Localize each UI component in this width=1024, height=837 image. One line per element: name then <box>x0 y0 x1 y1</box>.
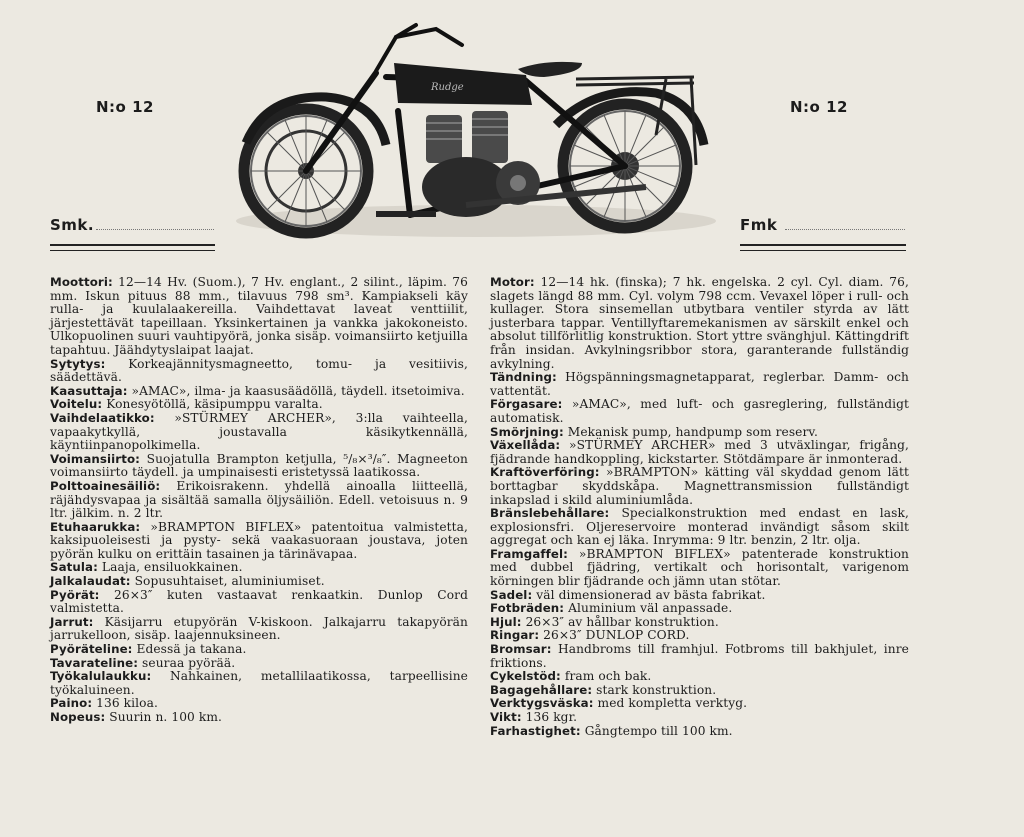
swedish-spec-entry <box>490 507 909 548</box>
spec-text: Mekanisk pump, handpump som reserv. <box>567 424 818 439</box>
spec-label: Vaihdelaatikko: <box>50 410 155 425</box>
swedish-spec-entry <box>490 371 909 398</box>
finnish-spec-entry <box>50 521 468 562</box>
spec-text: väl dimensionerad av bästa fabrikat. <box>536 587 766 602</box>
spec-label: Farhastighet: <box>490 723 581 738</box>
spec-label: Voimansiirto: <box>50 451 140 466</box>
spec-label: Nopeus: <box>50 710 106 724</box>
spec-label: Paino: <box>50 696 93 711</box>
spec-text: Handbroms till framhjul. Fotbroms till bakhjulet, inre friktions. <box>490 642 909 670</box>
finnish-spec-entry <box>50 670 468 697</box>
spec-text: Högspänningsmagnetapparat, reglerbar. Damm- och vattentät. <box>490 370 909 398</box>
swedish-spec-entry <box>490 398 909 425</box>
model-number-left: N:o 12 <box>96 98 154 116</box>
footboard <box>376 211 436 217</box>
spec-label: Polttoainesäiliö: <box>50 478 161 493</box>
spec-text: Konesyötöllä, käsipumppu varalta. <box>106 397 323 412</box>
spec-text: 136 kgr. <box>525 710 578 724</box>
spec-label: Bromsar: <box>490 642 552 657</box>
divider-left <box>50 244 215 251</box>
spec-text: 26×3″ av hållbar konstruktion. <box>525 614 719 629</box>
spec-label: Jalkalaudat: <box>50 574 131 589</box>
divider-right <box>740 244 906 251</box>
spec-text: 12—14 hk. (finska); 7 hk. engelska. 2 cyl. Cyl. diam. 76, slagets längd 88 mm. Cyl. volym 798 ccm. Vevaxel löper i rull- och kullager. Stora sinsemellan utbytbara ventiler styrda av lätt justerbara tappar. Ventillyftaremekanismen av särskilt enkel och absolut tillförlitlig konstruktion. Stort yttre svänghjul. Kättingdrift från insidan. Avkylningsribbor stora, garanterande fullständig avkylning. <box>490 275 909 371</box>
spec-text: Edessä ja takana. <box>136 642 247 657</box>
spec-text: »STÜRMEY ARCHER» med 3 utväxlingar, frigång, fjädrande handkoppling, kickstarter. Stötdämpare är inmonterad. <box>490 438 910 466</box>
spec-text: Suurin n. 100 km. <box>109 710 222 724</box>
finnish-spec-entry <box>50 575 468 589</box>
swedish-spec-entry <box>490 466 909 507</box>
spec-text: 26×3″ DUNLOP CORD. <box>543 628 690 643</box>
spec-label: Kraftöverföring: <box>490 465 600 480</box>
spec-label: Jarrut: <box>50 614 94 629</box>
swedish-spec-entry <box>490 711 909 725</box>
spec-text: fram och bak. <box>564 669 652 684</box>
model-number-right: N:o 12 <box>790 98 848 116</box>
swedish-specs-column <box>490 276 909 738</box>
spec-label: Sadel: <box>490 587 533 602</box>
spec-text: stark konstruktion. <box>596 682 717 697</box>
finnish-spec-entry <box>50 398 468 412</box>
swedish-spec-entry <box>490 643 909 670</box>
handlebars <box>376 25 462 71</box>
finnish-spec-entry <box>50 616 468 643</box>
saddle <box>518 62 582 77</box>
finnish-spec-entry <box>50 589 468 616</box>
finnish-spec-entry <box>50 276 468 358</box>
spec-label: Tändning: <box>490 370 557 385</box>
spec-text: med kompletta verktyg. <box>597 696 748 711</box>
tank-logo: Rudge <box>431 82 464 93</box>
swedish-spec-entry <box>490 670 909 684</box>
swedish-spec-entry <box>490 629 909 643</box>
spec-text: Sopusuhtaiset, aluminiumiset. <box>134 574 325 589</box>
swedish-spec-entry <box>490 589 909 603</box>
price-field-smk <box>96 229 214 230</box>
spec-label: Voitelu: <box>50 397 103 412</box>
spec-label: Smörjning: <box>490 424 564 439</box>
spec-label: Vikt: <box>490 710 522 724</box>
finnish-spec-entry <box>50 480 468 521</box>
finnish-spec-entry <box>50 657 468 671</box>
spec-text: »BRAMPTON» kätting väl skyddad genom lätt borttagbar skyddskåpa. Magnettransmission fullständigt inkapslad i skild aluminiumlåda. <box>490 465 909 507</box>
swedish-spec-entry <box>490 684 909 698</box>
spec-text: »STÜRMEY ARCHER», 3:lla vaihteella, vapaakytkyllä, joustavalla käsikytkennällä, käyntiinpanopolkimella. <box>50 410 468 453</box>
spec-text: Erikoisrakenn. yhdellä ainoalla liitteellä, räjähdysvapaa ja sisältää samalla öljysäiliön. Edell. vetoisuus n. 9 ltr. jälkim. n. 2 ltr. <box>50 478 468 521</box>
spec-label: Bränslebehållare: <box>490 506 610 521</box>
spec-text: Gångtempo till 100 km. <box>584 723 733 738</box>
swedish-spec-entry <box>490 548 909 589</box>
spec-text: Korkeajännitysmagneetto, tomu- ja vesitiivis, säädettävä. <box>50 356 468 385</box>
finnish-spec-entry <box>50 697 468 711</box>
spec-text: Nahkainen, metallilaatikossa, tarpeellisine työkaluineen. <box>50 669 468 697</box>
swedish-spec-entry <box>490 276 909 371</box>
spec-label: Cykelstöd: <box>490 669 561 684</box>
finnish-spec-entry <box>50 412 468 453</box>
spec-label: Satula: <box>50 560 98 575</box>
spec-label: Hjul: <box>490 614 522 629</box>
finnish-spec-entry <box>50 385 468 399</box>
price-field-fmk <box>785 229 905 230</box>
swedish-spec-entry <box>490 439 909 466</box>
spec-text: »BRAMPTON BIFLEX» patenterade konstruktion med dubbel fjädring, vertikalt och horisontalt, varigenom körningen blir fjädrande och jämn utan stötar. <box>490 546 909 589</box>
spec-label: Pyöräteline: <box>50 642 133 657</box>
spec-label: Tavarateline: <box>50 655 139 670</box>
finnish-spec-entry <box>50 358 468 385</box>
finnish-spec-entry <box>50 561 468 575</box>
motorcycle-photo <box>226 15 722 247</box>
spec-label: Sytytys: <box>50 356 106 371</box>
spec-text: Käsijarru etupyörän V-kiskoon. Jalkajarru takapyörän jarrukelloon, sisäp. laajennuksineen. <box>50 614 468 643</box>
price-label-smk: Smk. <box>50 216 95 234</box>
spec-text: 136 kiloa. <box>96 696 158 711</box>
spec-text: Suojatulla Brampton ketjulla, ⁵/₈×³/₈″. Magneeton voimansiirto täydell. ja umpinaisesti eristetyssä laatikossa. <box>50 451 468 480</box>
spec-label: Växellåda: <box>490 438 561 453</box>
spec-label: Motor: <box>490 275 535 289</box>
swedish-spec-entry <box>490 602 909 616</box>
finnish-spec-entry <box>50 711 468 725</box>
swedish-spec-entry <box>490 725 909 739</box>
price-label-fmk: Fmk <box>740 216 778 234</box>
spec-text: Specialkonstruktion med endast en lask, explosionsfri. Oljereservoire monterad invändigt såsom skilt aggregat och kan ej läka. Inrymma: 9 ltr. benzin, 2 ltr. olja. <box>490 506 909 548</box>
swedish-spec-entry <box>490 616 909 630</box>
spec-label: Förgasare: <box>490 397 563 412</box>
spec-label: Moottori: <box>50 275 113 289</box>
spec-label: Etuhaarukka: <box>50 519 141 534</box>
spec-label: Framgaffel: <box>490 546 568 561</box>
spec-text: seuraa pyörää. <box>142 655 236 670</box>
spec-text: 26×3″ kuten vastaavat renkaatkin. Dunlop Cord valmistetta. <box>50 587 468 616</box>
finnish-specs-column <box>50 276 468 725</box>
spec-text: »AMAC», ilma- ja kaasusäädöllä, täydell. itsetoimiva. <box>131 383 465 398</box>
swedish-spec-entry <box>490 697 909 711</box>
spec-text: 12—14 Hv. (Suom.), 7 Hv. englant., 2 silint., läpim. 76 mm. Iskun pituus 88 mm., tilavuus 798 sm³. Kampiakseli käy rulla- ja kuulalaakereilla. Vaihdettavat laveat venttiilit, järjestettävät tapeillaan. Yksinkertainen ja vankka jakokoneisto. Ulkopuolinen suuri vauhtipyörä, jonka sisäp. voimansiirto ketjuilla tapahtuu. Jäähdytyslaipat laajat. <box>50 275 468 357</box>
spec-text: Laaja, ensiluokkainen. <box>101 560 243 575</box>
spec-label: Kaasuttaja: <box>50 383 128 398</box>
spec-label: Fotbräden: <box>490 601 565 616</box>
spec-label: Ringar: <box>490 628 540 643</box>
spec-text: »BRAMPTON BIFLEX» patentoitua valmistetta, kaksipuoleisesti ja pysty- sekä vaakasuoraan joustava, joten pyörän kulku on erittäin tasainen ja tärinävapaa. <box>50 519 468 561</box>
spec-label: Bagagehållare: <box>490 682 593 697</box>
spec-text: Aluminium väl anpassade. <box>568 601 733 616</box>
spec-label: Työkalulaukku: <box>50 669 152 684</box>
finnish-spec-entry <box>50 643 468 657</box>
finnish-spec-entry <box>50 453 468 480</box>
spec-text: »AMAC», med luft- och gasreglering, fullständigt automatisk. <box>490 397 909 425</box>
spec-label: Pyörät: <box>50 587 100 602</box>
spec-label: Verktygsväska: <box>490 696 594 711</box>
